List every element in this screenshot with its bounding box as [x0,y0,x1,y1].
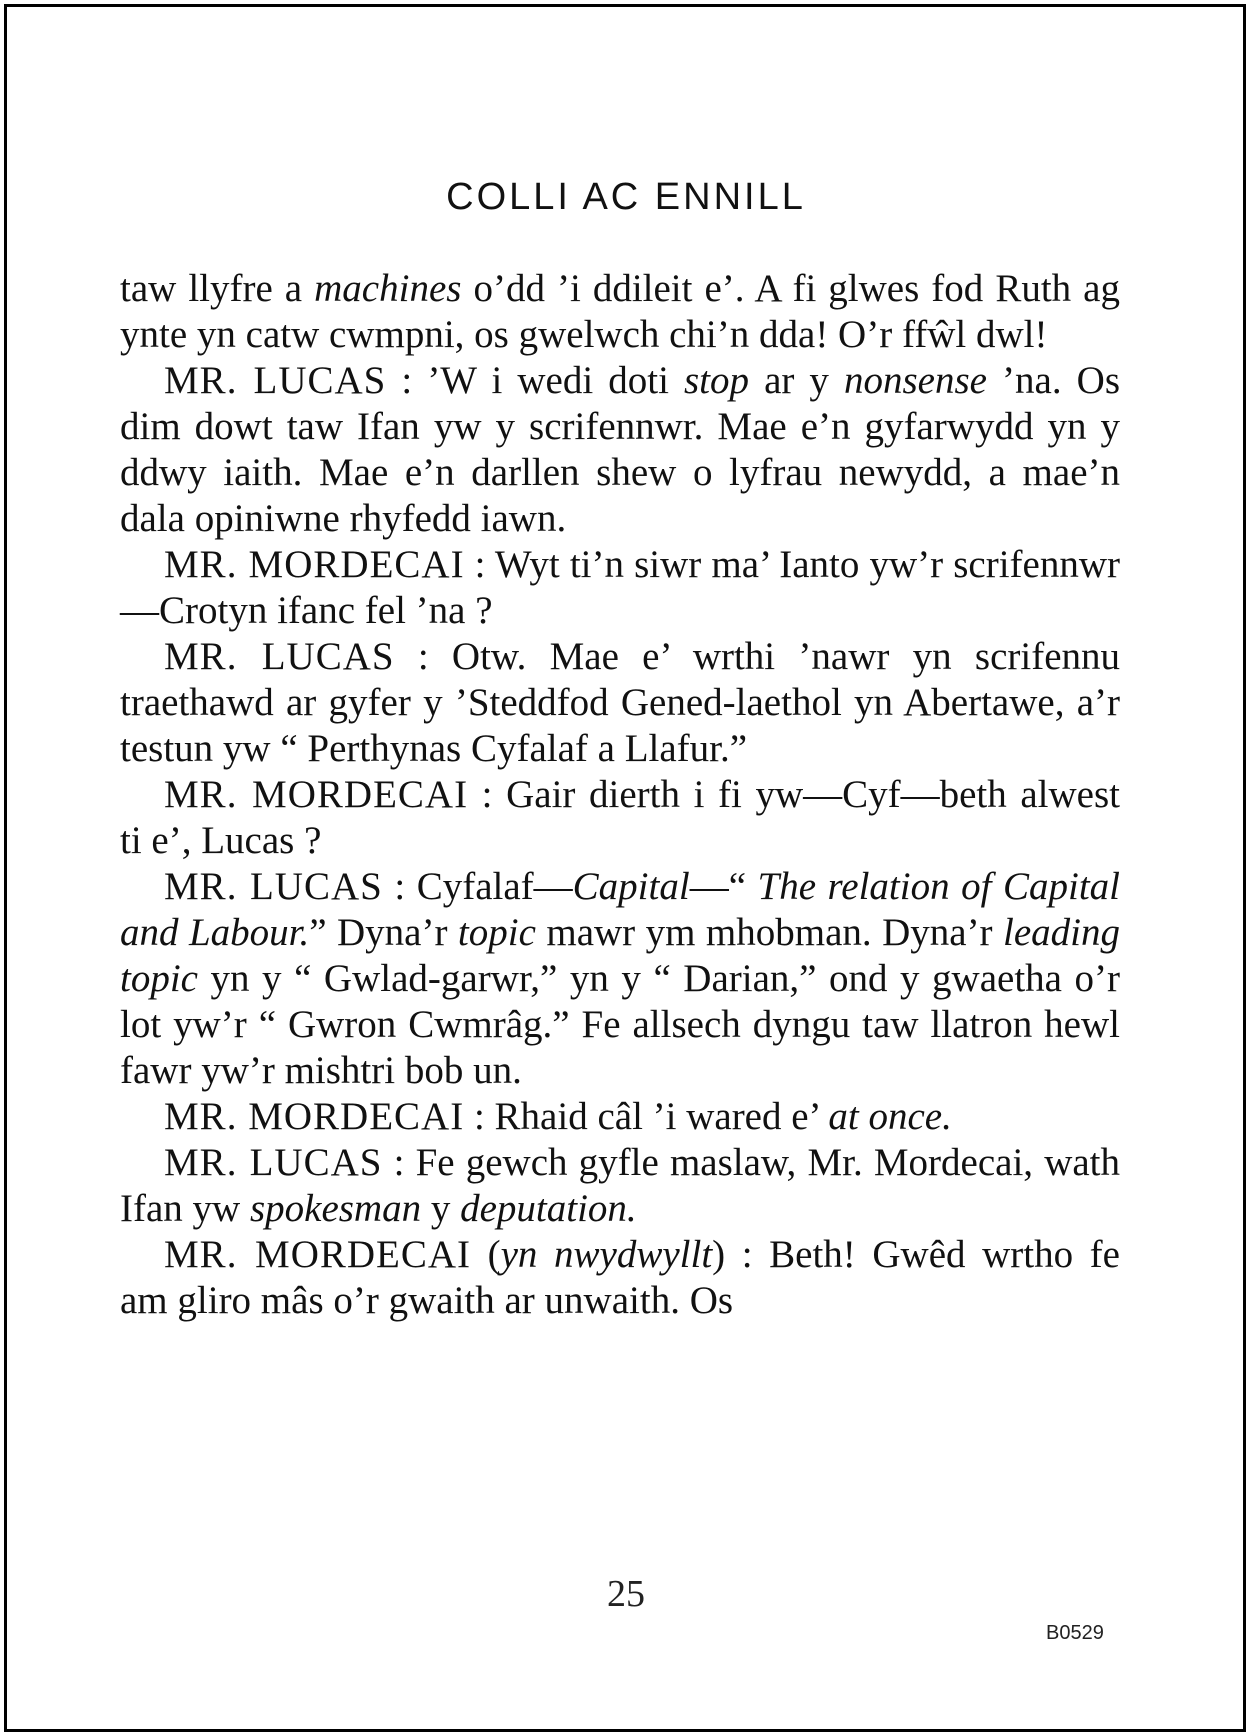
speaker-name: MR. LUCAS [164,635,395,678]
text-run: : Gair dierth i fi yw—Cyf—beth alwest ti e’, Lucas ? [120,773,1121,862]
paragraph [120,864,1120,1094]
speaker-name: MR. MORDECAI [164,773,469,816]
paragraph [120,542,1120,634]
italic-text: topic [457,911,536,954]
speaker-name: MR. LUCAS [164,865,383,908]
page-body [120,266,1120,1324]
speaker-name: MR. MORDECAI [164,1095,465,1138]
speaker-name: MR. MORDECAI [164,1233,472,1276]
paragraph [120,358,1120,542]
speaker-name: MR. LUCAS [164,1141,383,1184]
italic-text: spokesman [249,1187,422,1230]
paragraph [120,1094,1120,1140]
paragraph [120,772,1120,864]
italic-text: stop [683,359,749,402]
italic-text: Capital [572,865,690,908]
italic-text: The relation of Capital and Labour. [120,865,1121,954]
text-run: ” Dyna’r [309,911,458,954]
italic-text: deputation. [460,1187,637,1230]
text-run: : ’W i wedi doti [386,359,684,402]
paragraph [120,634,1120,772]
document-code: B0529 [1046,1622,1104,1644]
text-run: : Wyt ti’n siwr ma’ Ianto yw’r scrifennwr—Crotyn ifanc fel ’na ? [120,543,1120,632]
speaker-name: MR. LUCAS [164,359,387,402]
text-run: ) : Beth! Gwêd wrtho fe am gliro mâs o’r gwaith ar unwaith. Os [120,1233,1120,1322]
paragraph [120,266,1120,358]
text-run: o’dd ’i ddileit e’. A fi glwes fod Ruth ag ynte yn catw cwmpni, os gwelwch chi’n dda! O’r ffŵl dwl! [120,267,1120,356]
text-run: : Fe gewch gyfle maslaw, Mr. Mordecai, wath Ifan yw [120,1141,1121,1230]
text-run: taw llyfre a [120,267,315,310]
text-run: —“ [689,865,758,908]
page-number: 25 [607,1573,645,1615]
text-run: : Cyfalaf— [382,865,573,908]
text-run: mawr ym mhobman. Dyna’r [535,911,1003,954]
paragraph [120,1140,1120,1232]
running-head: COLLI AC ENNILL [446,176,806,218]
text-run: y [421,1187,461,1230]
italic-text: nonsense [844,359,987,402]
italic-text: machines [314,267,462,310]
text-run: ( [471,1233,501,1276]
text-run: ’na. Os dim dowt taw Ifan yw y scrifennwr. Mae e’n gyfarwydd yn y ddwy iaith. Mae e’n darllen shew o lyfrau newydd, a mae’n dala opiniwne rhyfedd iawn. [120,359,1120,540]
text-run: ar y [749,359,844,402]
italic-text: yn nwydwyllt [500,1233,713,1276]
italic-text: leading topic [120,911,1120,1000]
paragraph [120,1232,1120,1324]
text-run: yn y “ Gwlad-garwr,” yn y “ Darian,” ond y gwaetha o’r lot yw’r “ Gwron Cwmrâg.” Fe allsech dyngu taw llatron hewl fawr yw’r mishtri bob un. [120,957,1120,1092]
text-run: : Rhaid câl ’i wared e’ [464,1095,829,1138]
text-run: : Otw. Mae e’ wrthi ’nawr yn scrifennu traethawd ar gyfer y ’Steddfod Gened-laethol yn Abertawe, a’r testun yw “ Perthynas Cyfalaf a Llafur.” [120,635,1120,770]
speaker-name: MR. MORDECAI [164,543,465,586]
italic-text: at once. [828,1095,952,1138]
